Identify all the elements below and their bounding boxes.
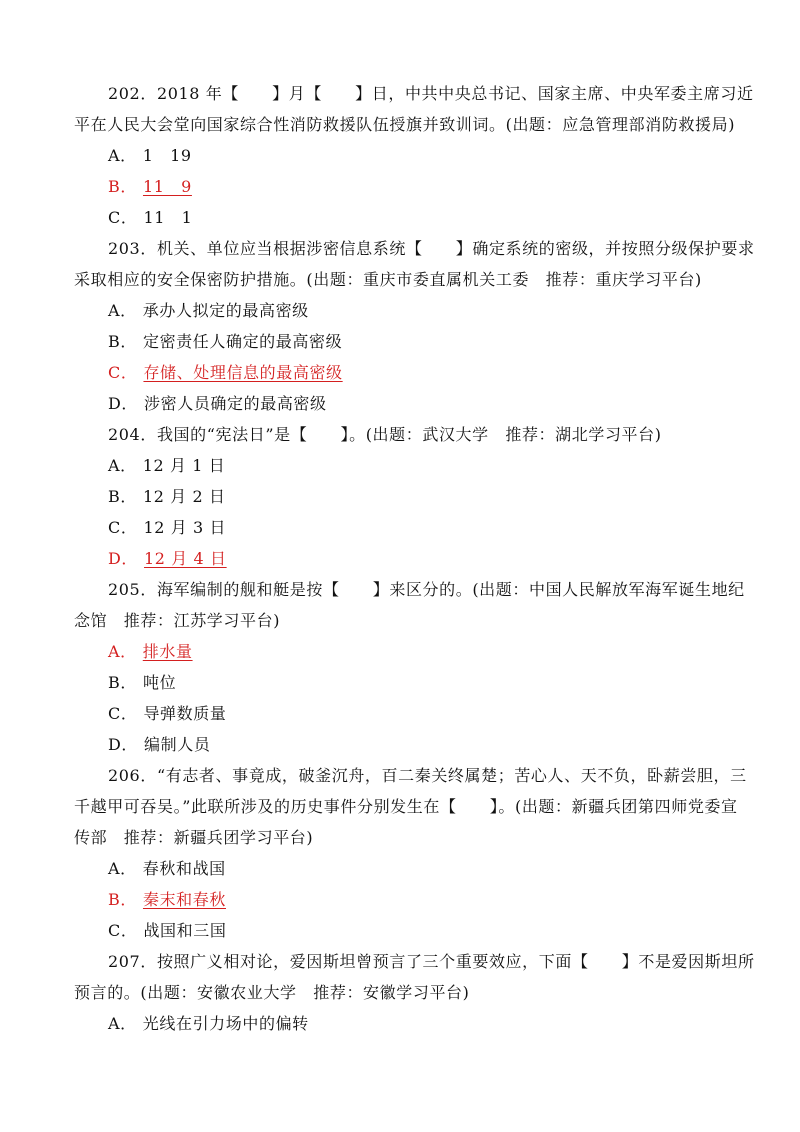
option-text: 11 1 (143, 208, 193, 227)
answer-option (108, 698, 708, 729)
question-text-continued: 采取相应的安全保密防护措施。(出题：重庆市委直属机关工委 推荐：重庆学习平台) (74, 270, 702, 289)
option-letter: C． (108, 704, 138, 723)
question-text: 205．海军编制的舰和艇是按【 】来区分的。(出题：中国人民解放军海军诞生地纪 (108, 580, 745, 599)
question-text-continued: 预言的。(出题：安徽农业大学 推荐：安徽学习平台) (74, 983, 470, 1002)
option-text: 战国和三国 (143, 921, 227, 940)
option-letter: A． (108, 642, 137, 661)
option-text: 排水量 (142, 642, 193, 661)
question-text: 207．按照广义相对论，爱因斯坦曾预言了三个重要效应，下面【 】不是爱因斯坦所 (108, 952, 755, 971)
option-text: 导弹数质量 (143, 704, 227, 723)
option-letter: A． (108, 456, 137, 475)
option-text: 12 月 4 日 (144, 549, 227, 568)
option-letter: D． (108, 394, 139, 413)
question-text: 203．机关、单位应当根据涉密信息系统【 】确定系统的密级，并按照分级保护要求 (108, 239, 755, 258)
answer-option (108, 512, 708, 543)
answer-option (108, 915, 708, 946)
answer-option-correct (108, 171, 708, 202)
option-letter: D． (108, 549, 139, 568)
option-text: 编制人员 (144, 735, 211, 754)
question-text: 202．2018 年【 】月【 】日，中共中央总书记、国家主席、中央军委主席习近 (108, 84, 754, 103)
answer-option (108, 729, 708, 760)
option-letter: B． (108, 332, 137, 351)
question-text-continued: 平在人民大会堂向国家综合性消防救援队伍授旗并致训词。(出题：应急管理部消防救援局) (74, 115, 736, 134)
question-text: 204．我国的“宪法日”是【 】。(出题：武汉大学 推荐：湖北学习平台) (108, 425, 662, 444)
question-block (108, 419, 708, 574)
option-letter: B． (108, 487, 137, 506)
option-letter: C． (108, 518, 138, 537)
question-block (74, 233, 755, 419)
question-text-continued: 传部 推荐：新疆兵团学习平台) (74, 828, 314, 847)
option-letter: B． (108, 673, 137, 692)
option-letter: C． (108, 921, 138, 940)
answer-option (108, 140, 708, 171)
option-text: 12 月 3 日 (143, 518, 227, 537)
option-letter: C． (108, 363, 138, 382)
option-text: 12 月 1 日 (142, 456, 226, 475)
option-letter: B． (108, 890, 137, 909)
option-letter: D． (108, 735, 139, 754)
question-block (74, 78, 754, 233)
answer-option-correct (108, 636, 708, 667)
option-letter: A． (108, 301, 137, 320)
answer-option (108, 202, 708, 233)
option-text: 1 19 (142, 146, 192, 165)
option-letter: A． (108, 146, 137, 165)
option-text: 光线在引力场中的偏转 (142, 1014, 309, 1033)
question-text-continued: 念馆 推荐：江苏学习平台) (74, 611, 281, 630)
option-text: 存储、处理信息的最高密级 (143, 363, 343, 382)
answer-option-correct (108, 884, 708, 915)
option-text: 11 9 (142, 177, 192, 196)
question-block (74, 760, 747, 946)
question-text-continued: 千越甲可吞吴。”此联所涉及的历史事件分别发生在【 】。(出题：新疆兵团第四师党委宣 (74, 797, 738, 816)
option-text: 春秋和战国 (142, 859, 226, 878)
question-block (74, 574, 745, 760)
question-block (74, 946, 755, 1039)
answer-option (108, 481, 708, 512)
answer-option (108, 326, 708, 357)
answer-option (108, 1008, 708, 1039)
option-text: 秦末和春秋 (142, 890, 226, 909)
answer-option (108, 388, 708, 419)
option-text: 承办人拟定的最高密级 (142, 301, 309, 320)
answer-option (108, 450, 708, 481)
option-text: 吨位 (142, 673, 177, 692)
option-letter: A． (108, 1014, 137, 1033)
question-text: 206．“有志者、事竟成，破釜沉舟，百二秦关终属楚；苦心人、天不负，卧薪尝胆，三 (108, 766, 747, 785)
question-list (74, 78, 755, 1039)
option-letter: A． (108, 859, 137, 878)
answer-option (108, 667, 708, 698)
answer-option-correct (108, 543, 708, 574)
answer-option-correct (108, 357, 708, 388)
option-text: 12 月 2 日 (142, 487, 226, 506)
option-text: 定密责任人确定的最高密级 (142, 332, 343, 351)
answer-option (108, 853, 708, 884)
option-text: 涉密人员确定的最高密级 (144, 394, 327, 413)
option-letter: C． (108, 208, 138, 227)
answer-option (108, 295, 708, 326)
option-letter: B． (108, 177, 137, 196)
